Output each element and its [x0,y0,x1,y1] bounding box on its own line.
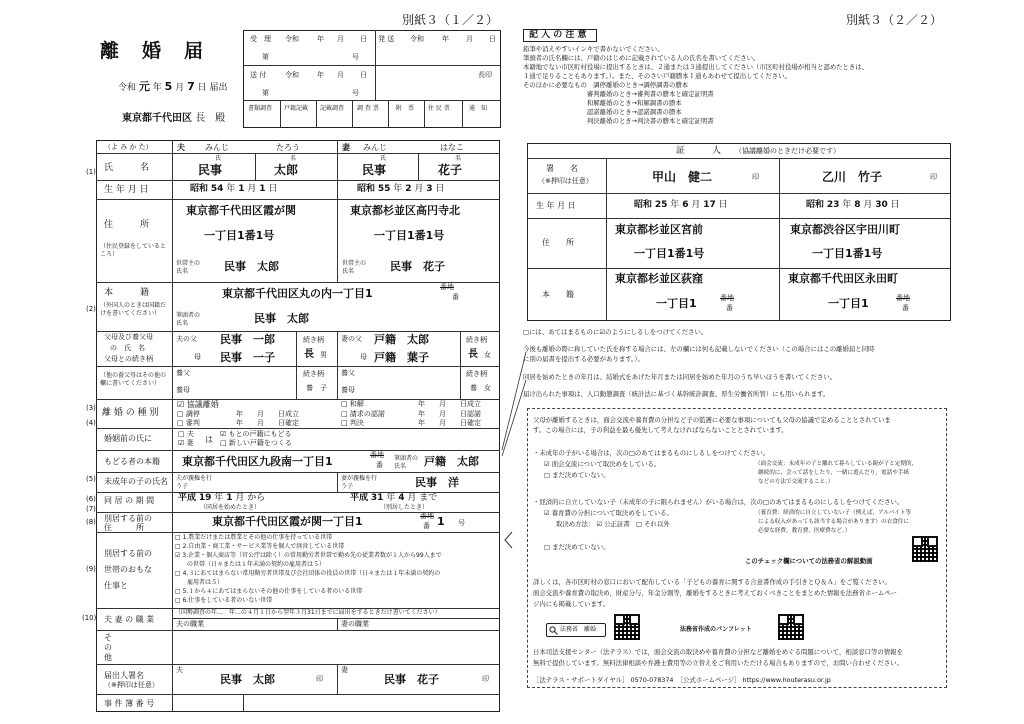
page-left-rows-return-name-ban: 番 [376,461,383,469]
page-left-rows-name-sei: 氏 [215,155,222,162]
wife-address-line2: 一丁目1番1号 [374,229,445,242]
page-left-receipt-nichi: 日 [360,71,367,79]
page-left-receipt-cho: 長印 [478,71,492,79]
page-left-rows-divorce-type-col1-dates-1: 年 月 日確定 [236,419,299,427]
page-left-rows-divorce-type-col2-dates-1: 年 月 日認諾 [418,410,481,418]
page-left-receipt-nen: 年 [317,71,324,79]
page-right-check-box-intro1: 父母が離婚するときは，面会交流や養育費の分担など子の監護に必要な事項についても父母の協議で定めることとされていま [533,416,891,424]
page-left-rows-return-name-who-w: 妻 [186,439,194,447]
page-right-check-box-houterasu2: 無料で提供しています。無料法律相談や弁護士費用等の立替えをご利用いただける場合もありますので，お問い合わせください。 [533,659,904,667]
page-left-rows-divorce-type-col2-2: 判決 [349,419,364,427]
witness2-address-line1: 東京都渋谷区宇田川町 [790,223,900,236]
page-left-rows-occupation-items-0: 1.農業だけまたは農業とその他の仕事を持っている世帯 [182,534,333,541]
page-left-rows-honseki-struck: 番地 [440,283,454,291]
page-left-rows-birth-h-era: 昭和 [190,184,209,194]
page-left-rows-parents-adopt-rel: 養 子 [306,384,327,392]
wife-address-line1: 東京都杉並区高円寺北 [350,204,460,217]
page-left-rows-birth-gatsu: 月 [247,184,257,194]
page-right-witness-seal: 印 [930,173,937,181]
page-right-witness-nichi: 日 [718,200,728,210]
page-left-rows-occupation-label1: 別居する前の [104,549,152,558]
page-left-rows-occupation-label3: 仕事と [104,581,128,590]
cohabit-start [178,494,265,503]
page-left-rows-signature-seal: 印 [316,675,323,683]
page-right-check-box-q2-opt1: 養育費の分担について取決めをしている。 [551,509,674,517]
page-left-rows-occupation-items-5: 雇用者は５） [181,579,224,586]
page-left-rows-case-no-label: 事 件 簿 番 号 [104,699,155,708]
page-right-witness-w1-y: 25 [654,200,668,210]
wife-birthdate [357,185,444,194]
page-left-row-nums-0: (1) [86,168,96,176]
wife-furigana-mei: はなこ [440,143,464,152]
pamphlet-qr-icon[interactable] [778,614,804,640]
page-left-rows-cohabit-label: 同 居 の 期 間 [104,496,155,505]
page-left-rows-name-sei: 氏 [380,155,387,162]
page-left-rows-return-name-label1: 婚姻前の氏に [104,434,152,443]
page-left-rows-parents-w-mother-tag: 母 [360,353,367,361]
page-right-check-box-q2-sub2: それ以外 [644,520,670,528]
witness-title: 証 人 [676,146,722,156]
page-left-rows-birth-w-m: 2 [405,184,412,194]
address-label: 住 所 [104,220,150,230]
page-left-rows-before-sep-go: 号 [458,519,465,527]
page-right-witness-w1-d: 17 [703,200,716,210]
page-right-notes-5: 審判離婚のとき→審判書の謄本と確定証明書 [523,90,714,98]
page-right-witness-ban: 番 [902,304,909,312]
wife-given-name: 花子 [438,163,463,177]
page-right-check-box-intro2: す。この場合には，子の利益を最も優先して考えなければならないこととされています。 [533,426,788,434]
page-left-rows-address-head-label: 世帯主の氏名 [342,260,367,275]
page-right-check-box-q1: ・未成年の子がいる場合は，次の□のあてはまるものにしるしをつけてください。 [533,449,770,457]
husband-signature: 民事 太郎 [220,673,275,686]
witness1-name: 甲山 健二 [652,170,713,184]
page-left-rows-honseki-head-label: 筆頭者の氏名 [176,312,201,327]
husband-furigana-mei: たろう [276,143,300,152]
page-left-row-nums-8: (9) [86,565,96,573]
page-left-receipt-gatsu: 月 [337,71,344,79]
page-left-receipt-nen: 年 [442,35,449,43]
page-left-rows-cohabit-start-m: 1 [226,493,233,503]
page-right-notes-8: 判決離婚のとき→判決書の謄本と確定証明書 [523,117,714,125]
page-left-receipt-cells-1: 戸籍記載 [284,105,309,112]
page-left-rows-cohabit-start-note: （同居を始めたとき） [200,504,261,511]
page-left-rows-divorce-type-col2-0: 和解 [349,400,364,408]
page-left-rows-cohabit-end-era: 平成 [350,493,369,503]
page-left-receipt-received: 受 理 [250,35,271,43]
page-left-rows-occupation-items-1: 2.自由業・商工業・サービス業等を個人で経営している世帯 [182,543,345,550]
checkbox-kyogi[interactable]: ☑ 協議離婚 [177,400,219,409]
page-left-row-nums-5: (6) [86,495,96,503]
page-right-witness-sign-label2: （※押印は任意） [538,177,593,185]
page-right-witness-w2-m: 8 [854,200,861,210]
page-left-rows-parents-adopt-f: 養父 [176,369,190,377]
page-left-rows-address-note: （住民登録をしているところ） [100,243,167,258]
page-left-receipt-cells-4: 附 票 [396,105,415,112]
page-left-rows-signature-label1: 届出人署名 [104,671,144,680]
page-left-rows-birth-nichi: 日 [435,184,445,194]
page-left-addressee-suffix: 長 殿 [195,113,226,124]
page-left-rows-honseki-note: （外国人のときは国籍だけを書いてください） [100,302,167,317]
page-left-rows-cohabit-gatsu: 月 [407,493,417,503]
page-left-rows-job-w: 妻の職業 [341,620,369,628]
page-right-check-box-q1-opt2: まだ決めていない。 [552,471,610,479]
page-left-rows-cohabit-gatsu: 月 [235,493,245,503]
page-left-rows-cohabit-nen: 年 [214,493,224,503]
page-left-rows-before-sep-label2: 住 所 [104,523,144,532]
page-left-rows-job-h: 夫の職業 [176,620,204,628]
before-separation-address: 東京都千代田区霞が関一丁目1 [212,515,363,528]
page-right-witness-gatsu: 月 [691,200,701,210]
visitation-agreed-checkbox[interactable]: ☑ 面会交流について取決めをしている。 [544,460,661,468]
page-left-rows-return-name-opt1: もとの戸籍にもどる [228,430,292,438]
husband-householder: 民事 太郎 [224,260,279,273]
page-left-rows-parents-w-father-tag: 妻の父 [341,335,362,343]
page-right-check-box-q2: ・経済的に自立していない子（未成年の子に限られません）がいる場合は，次の□のあてはまるものにしるしをつけてください。 [533,498,904,506]
page-left-rows-birth-w-d: 3 [426,184,433,194]
page-left-rows-birth-gatsu: 月 [414,184,424,194]
birth-label: 生 年 月 日 [104,185,149,195]
page-left-rows-before-sep-num: 1 [437,515,445,528]
page-left-receipt-nen: 年 [317,35,324,43]
right-page-header: 別紙３（２／２） [846,13,943,27]
page-left-rows-divorce-type-col2-1: 請求の認諾 [349,410,385,418]
page-right-check-box-search-term: 離婚 [584,626,597,633]
page-right-check-box-pamphlet: 法務省作成のパンフレット [680,626,752,633]
page-left-rows-return-name-struck: 番地 [370,451,384,459]
addressee [122,114,225,124]
witness1-honseki-line1: 東京都杉並区荻窪 [615,272,703,285]
page-right-check-box-q2-side1: （養育費：経済的に自立していない子（例えば，アルバイト等 [755,510,912,516]
page-left-rows-birth-h-y: 54 [210,184,224,194]
page-left-rows-name-mei: 名 [455,155,462,162]
page-left-rows-parents-adopt-m: 養母 [341,386,355,394]
page-right-check-box-detail2: 面会交流や養育費の取決め，財産分与，年金分割等，離婚をするときに考えておくべきことをまとめた情報を法務省ホームペー [533,589,898,597]
wife-custody-child: 民事 洋 [415,476,459,489]
page-left-rows-return-name-who-h: 夫 [186,430,194,438]
notes-title: 記 入 の 注 意 [529,30,587,40]
page-left-rows-occupation-items-6: 5.１から４にあてはまらないその他の仕事をしている者のいる世帯 [182,588,363,595]
page-right-mid-notes-4: 届け出られた事項は、人口動態調査（統計法に基づく基幹統計調査、厚生労働省所管）にも用いられます。 [523,390,830,398]
childsupport-undecided-checkbox[interactable]: □ まだ決めていない。 [544,543,610,551]
page-left-receipt-cells-2: 記載調査 [320,105,345,112]
husband-mother: 民事 一子 [220,351,275,364]
wife-surname: 民事 [362,163,387,177]
witness1-address-line2: 一丁目1番1号 [634,247,705,260]
page-right-check-box-q1-side1: （面会交流：未成年の子と離れて暮らしている親が子と定期的， [755,461,918,467]
page-right-check-box-video: このチェック欄についての法務省の解説動画 [745,557,873,565]
moj-qr-icon[interactable] [614,614,640,640]
page-right-mid-notes-1: 今後も離婚の際に称していた氏を称する場合には、左の欄には何も記載しないでください（この場合にはこの離婚届と同時 [523,345,875,353]
witness2-address-line2: 一丁目1番1号 [812,247,883,260]
page-left-receipt-cells-0: 書類調査 [248,105,273,112]
page-left-rows-cohabit-start-y: 19 [198,493,212,503]
page-right-mid-notes-2: に別の届書を提出する必要があります。）。 [523,355,644,363]
page-left-rows-birth-nen: 年 [393,184,403,194]
page-right-witness-struck: 番地 [896,294,910,302]
page-left-rows-job-note: （国勢調査の年… 年…の４月１日から翌年３月31日までに届出をするときだけ書いてください） [175,609,441,616]
page-left-rows-birth-h-m: 1 [238,184,245,194]
wife-mother: 戸籍 葉子 [374,351,429,364]
page-left-rows-signature-label2: （※押印は任意） [104,681,159,689]
page-left-receipt-sent: 発 送 [378,35,395,43]
page-right-witness-honseki-label: 本 籍 [542,290,574,299]
page-left-rows-minor-h-label: 夫が親権を行う子 [176,475,213,490]
page-left-date-line-d: 日 [197,83,207,93]
chevron-left-icon [502,530,514,550]
page-left-rows-birth-nen: 年 [226,184,236,194]
divorce-type-label: 離 婚 の 種 別 [102,408,159,418]
page-right-witness-w2-d: 30 [875,200,888,210]
page-left-receipt-reiwa2: 令和 [410,35,424,43]
husband-address-line1: 東京都千代田区霞が関 [186,204,296,217]
husband-relationship: 長 [304,349,314,360]
page-left-date-line-era: 令和 [118,83,137,93]
page-right-check-box-q2-side2: による収入があっても該当する場合があります）の衣食住に [758,519,909,525]
page-left-receipt-gatsu: 月 [337,35,344,43]
page-left-rows-occupation-items-7: 6.仕事をしている者のいない世帯 [182,597,273,604]
page-left-row-nums-6: (7) [86,505,96,513]
page-left-rows-occupation-items-2: 3.企業・個人商店等（官公庁は除く）の常用勤労者世帯で勤め先の従業者数が１人から99人まで [182,552,442,559]
page-left-receipt-reiwa1: 令和 [285,35,299,43]
honseki-value: 東京都千代田区丸の内一丁目1 [222,287,373,300]
page-left-rows-divorce-type-col1-1: 調停 [185,410,200,418]
page-right-check-box-q2-opt2: まだ決めていない。 [552,543,610,551]
page-left-rows-cohabit-kara: から [247,493,266,503]
page-left-receipt-nichi: 日 [360,35,367,43]
page-left-rows-occupation-items-3: の世帯（日々または１年未満の契約の雇用者は５） [181,561,326,568]
page-left-rows-parents-w-rel-label: 続き柄 [466,336,487,344]
page-right-witness-w1-m: 6 [682,200,689,210]
page-left-rows-before-sep-struck: 番地 [420,512,434,520]
page-right-witness-w1-era: 昭和 [634,200,653,210]
page-left-rows-divorce-type-col2-dates-0: 年 月 日成立 [418,400,481,408]
page-left-row-nums-9: (10) [82,614,97,622]
page-right-witness-w2-era: 昭和 [806,200,825,210]
wife-householder: 民事 花子 [390,260,445,273]
page-left-rows-parents-note: （他の養父母はその他の欄に書いてください） [100,372,167,387]
filing-date [118,81,228,93]
wife-signature: 民事 花子 [384,673,439,686]
furigana-label: （よ み か た） [104,143,153,151]
page-left-rows-birth-w-era: 昭和 [357,184,376,194]
page-left-rows-parents-label2: の 氏 名 [110,344,145,352]
page-left-rows-divorce-type-col1-0: 協議離婚 [186,400,219,409]
page-left-rows-cohabit-end-m: 4 [398,493,405,503]
page-right-witness-gatsu: 月 [863,200,873,210]
page-left-receipt-cells-3: 調 査 票 [357,105,379,112]
page-left-rows-cohabit-start-era: 平成 [178,493,197,503]
page-left-rows-parents-h-mother-tag: 母 [194,353,201,361]
husband-address-line2: 一丁目1番1号 [204,229,275,242]
page-left-rows-before-sep-label1: 別居する前の [104,514,152,523]
page-left-rows-signature-seal: 印 [482,675,489,683]
name-label: 氏 名 [104,163,150,173]
page-left-rows-job-label: 夫 妻 の 職 業 [104,615,155,624]
page-right-check-box-detail3: ジ内にも掲載しています。 [533,600,610,608]
page-left-rows-divorce-type-col1-dates-0: 年 月 日成立 [236,410,299,418]
page-left-rows-return-name-wa: は [205,435,213,444]
page-left-rows-cohabit-end-y: 31 [370,493,384,503]
page-left-receipt-cells-5: 住 民 票 [428,105,450,112]
page-right-witness-nen: 年 [670,200,680,210]
page-left-rows-cohabit-end-note: （別居したとき） [380,504,429,511]
page-right-check-box-q1-opt1: 面会交流について取決めをしている。 [551,460,661,468]
page-right-notes-7: 認諾離婚のとき→認諾調書の謄本 [523,108,682,116]
wife-father: 戸籍 太郎 [374,333,429,346]
return-honseki-value: 東京都千代田区九段南一丁目1 [182,455,333,468]
page-right-check-box-q2-sub-label: 取決め方法： [556,520,595,528]
page-left-rows-occupation-label2: 世帯のおもな [104,565,152,574]
page-left-rows-parents-adopt-rel-label: 続き柄 [466,370,487,378]
page-left-rows-address-head-label: 世帯主の氏名 [176,260,201,275]
search-icon [549,626,558,635]
page-right-witness-w2-y: 23 [826,200,840,210]
page-right-notes-3: １通で足りることもあります。）。また、そのさい戸籍謄本１通もあわせて提出してください。 [523,72,791,80]
page-left-rows-cohabit-nen: 年 [386,493,396,503]
witness2-birthdate [806,201,900,210]
page-left-rows-parents-h-father-tag: 夫の父 [176,335,197,343]
husband-surname: 民事 [198,163,223,177]
page-left-rows-signature-h-tag: 夫 [176,666,183,674]
page-right-witness-birth-label: 生 年 月 日 [536,201,576,210]
witness2-honseki-line2: 一丁目1 [828,297,869,310]
page-left-rows-parents-h-rel-label: 続き柄 [303,336,324,344]
page-left-rows-name-mei: 名 [290,155,297,162]
page-left-receipt-nichi: 日 [489,35,496,43]
page-left-receipt-dai: 第 [262,53,269,61]
page-left-rows-minor-label: 未成年の子の氏名 [104,477,168,486]
page-right-witness-addr-label: 住 所 [542,238,574,247]
page-left-receipt-reiwa3: 令和 [285,71,299,79]
honseki-head: 民事 太郎 [254,312,309,325]
page-left-row-nums-3: (4) [86,419,96,427]
wife-furigana-sei: みんじ [363,143,387,152]
page-left-rows-before-sep-ban: 番 [423,522,430,530]
witness1-honseki-line2: 一丁目1 [656,297,697,310]
page-left-row-nums-7: (8) [86,518,96,526]
page-left-rows-other-label: そ の 他 [104,633,112,662]
page-left-rows-signature-w-tag: 妻 [341,666,348,674]
wife-relationship: 長 [468,349,478,360]
page-right-notes-0: 鉛筆や消えやすいインキで書かないでください。 [523,45,664,53]
page-right-mid-notes-0: □には、あてはまるものに☑のようにしるしをつけてください。 [523,328,708,336]
page-left-date-line-month: 5 [164,80,173,93]
page-left-receipt-gatsu: 月 [466,35,473,43]
page-left-rows-return-name-label2: もどる者の本籍 [104,457,160,466]
video-qr-icon[interactable] [912,536,938,562]
page-left-rows-parents-label1: 父母及び養父母 [104,333,153,341]
page-left-rows-parents-adopt-m: 養母 [176,386,190,394]
page-left-receipt-forwarded: 送 付 [250,71,267,79]
page-left-row-nums-2: (3) [86,404,96,412]
page-left-rows-birth-w-y: 55 [377,184,391,194]
page-right-check-box-q2-sub1: 公正証書 [604,520,630,528]
page-left-rows-return-name-head-label: 筆頭者の氏名 [394,455,419,470]
page-left-date-line-suffix: 届出 [209,83,228,93]
page-right-witness-seal: 印 [752,173,759,181]
witness1-birthdate [634,201,728,210]
page-right-notes-1: 筆頭者の氏名欄には、戸籍のはじめに記載されている人の氏名を書いてください。 [523,54,760,62]
page-left-rows-furigana-wife-tag: 妻 [342,143,350,152]
page-left-rows-parents-w-rel-sex: 女 [484,351,491,359]
page-right-check-box-q1-side3: などの方法で交流すること。） [758,479,834,485]
page-left-rows-birth-nichi: 日 [268,184,278,194]
page-right-witness-title-note: （協議離婚のときだけ必要です） [735,147,840,155]
page-right-witness-struck: 番地 [720,294,734,302]
page-right-notes-4: そのほかに必要なもの 調停離婚のとき→調停調書の謄本 [523,81,689,89]
page-left-rows-cohabit-made: まで [419,493,438,503]
page-left-receipt-go: 号 [352,53,359,61]
page-left-receipt-go: 号 [352,89,359,97]
return-head: 戸籍 太郎 [424,455,479,468]
page-right-check-box-search-label: 法務省 [560,626,579,633]
page-right-check-box-detail1: 詳しくは，各市区町村の窓口において配布している「子どもの養育に関する合意書作成の手引きとＱ＆Ａ」をご覧ください。 [533,578,891,586]
childsupport-agreed-checkbox[interactable]: ☑ 養育費の分担について取決めをしている。 [544,509,674,517]
witness2-name: 乙川 竹子 [822,170,883,184]
honseki-label: 本 籍 [104,288,150,298]
page-right-witness-sign-label1: 署 名 [546,164,578,173]
husband-father: 民事 一郎 [220,333,275,346]
page-left-rows-parents-adopt-f: 養父 [341,369,355,377]
husband-given-name: 太郎 [274,163,299,177]
page-right-notes-2: 本籍地でない市区町村役場に提出するときは、２通または３通提出してください（市区町村役場が相当と認めたときは、 [523,63,869,71]
page-left-receipt-dai: 第 [262,89,269,97]
left-page-header: 別紙３（１／２） [402,13,499,27]
husband-furigana-sei: みんじ [205,143,229,152]
page-left-row-nums-4: (5) [86,475,96,483]
page-left-rows-divorce-type-col1-2: 審判 [185,419,200,427]
page-left-rows-birth-h-d: 1 [259,184,266,194]
page-left-rows-parents-label3: 父母との続き柄 [104,355,153,363]
page-left-receipt-cells-6: 通 知 [469,105,488,112]
page-left-rows-honseki-ban: 番 [452,293,459,301]
page-left-rows-divorce-type-col2-dates-2: 年 月 日確定 [418,419,481,427]
form-title: 離 婚 届 [100,40,206,62]
husband-birthdate [190,185,277,194]
houterasu-contact: ［法テラス・サポートダイヤル］ 0570-078374 ［公式ホームページ］ https://www.houterasu.or.jp [533,676,831,684]
witness2-honseki-line1: 東京都千代田区永田町 [788,272,898,285]
page-right-check-box-q1-side2: 継続的に，会って話をしたり，一緒に遊んだり，電話や手紙 [758,470,910,476]
cohabit-end [350,494,437,503]
page-right-notes-6: 和解離婚のとき→和解調書の謄本 [523,99,682,107]
page-left-rows-parents-adopt-rel-label: 続き柄 [303,370,324,378]
page-right-witness-nen: 年 [842,200,852,210]
page-left-rows-return-name-opt2: 新しい戸籍をつくる [228,439,292,447]
page-right-mid-notes-3: 同居を始めたときの年月は、結婚式をあげた年月または同居を始めた年月のうち早いほうを書いてください。 [523,373,837,381]
page-left-date-line-day: 7 [187,80,195,93]
page-left-row-nums-1: (2) [86,305,96,313]
page-left-rows-occupation-items-4: 4.３にあてはまらない常用勤労者世帯及び会社団体の役員の世帯（日々または１年未満の契約の [182,570,441,577]
visitation-undecided-checkbox[interactable]: □ まだ決めていない。 [544,471,610,479]
page-left-addressee-name: 東京都千代田区 [122,113,192,124]
page-left-rows-parents-adopt-rel-w: 養 女 [470,384,491,392]
page-left-rows-minor-w-label: 妻が親権を行う子 [341,475,378,490]
page-left-rows-parents-h-rel-sex: 男 [320,351,327,359]
page-right-check-box-houterasu1: 日本司法支援センター（法テラス）では，面会交流の取決めや養育費の分担など離婚をめぐる問題について，相談窓口等の情報を [533,648,903,656]
witness1-address-line1: 東京都杉並区宮前 [615,223,703,236]
page-left-date-line-m: 月 [175,83,185,93]
page-left-rows-furigana-husband-tag: 夫 [177,143,185,152]
page-left-date-line-year: 元 [138,80,150,93]
page-right-witness-ban: 番 [726,304,733,312]
page-left-date-line-y: 年 [152,83,162,93]
page-right-witness-nichi: 日 [890,200,900,210]
page-right-check-box-q2-side3: 必要な経費，教育費，医療費など。） [758,528,851,534]
